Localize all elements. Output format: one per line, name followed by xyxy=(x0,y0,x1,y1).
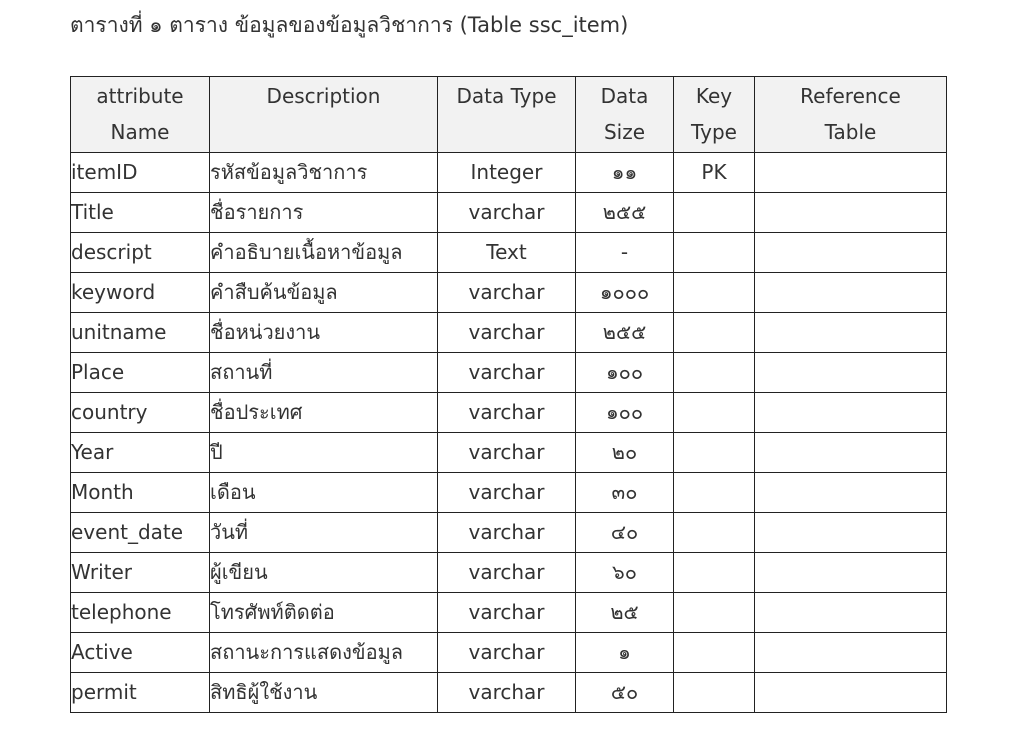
table-row xyxy=(71,633,947,673)
table-row xyxy=(71,193,947,233)
cell-reference xyxy=(755,433,947,473)
cell-data-size: ๒๕ xyxy=(576,593,674,633)
table-row xyxy=(71,153,947,193)
table-row xyxy=(71,513,947,553)
header-data-size-line1: Data xyxy=(600,84,649,108)
header-reference-line1: Reference xyxy=(800,84,901,108)
table-row xyxy=(71,393,947,433)
cell-description: ผู้เขียน xyxy=(210,553,438,593)
table-row xyxy=(71,313,947,353)
cell-data-size: ๒๕๕ xyxy=(576,193,674,233)
cell-data-size: ๑๑ xyxy=(576,153,674,193)
header-key-type-line2: Type xyxy=(691,120,737,144)
table-caption: ตารางที่ ๑ ตาราง ข้อมูลของข้อมูลวิชาการ (Table ssc_item) xyxy=(70,13,629,37)
cell-attribute: descript xyxy=(71,233,210,273)
cell-key-type xyxy=(674,313,755,353)
data-dictionary-table xyxy=(70,76,947,713)
cell-reference xyxy=(755,233,947,273)
table-row xyxy=(71,433,947,473)
cell-description: สิทธิผู้ใช้งาน xyxy=(210,673,438,713)
cell-key-type xyxy=(674,593,755,633)
table-row xyxy=(71,673,947,713)
cell-key-type xyxy=(674,473,755,513)
cell-reference xyxy=(755,673,947,713)
cell-data-type: varchar xyxy=(438,513,576,553)
header-description xyxy=(210,77,438,153)
cell-data-size: ๓๐ xyxy=(576,473,674,513)
cell-data-size: ๕๐ xyxy=(576,673,674,713)
cell-attribute: event_date xyxy=(71,513,210,553)
header-attribute-line2: Name xyxy=(110,120,170,144)
header-key-type xyxy=(674,77,755,153)
header-description-label: Description xyxy=(266,84,381,108)
header-reference-line2: Table xyxy=(824,120,877,144)
cell-key-type xyxy=(674,633,755,673)
cell-description: คำสืบค้นข้อมูล xyxy=(210,273,438,313)
cell-reference xyxy=(755,593,947,633)
cell-description: ชื่อรายการ xyxy=(210,193,438,233)
header-data-size-line2: Size xyxy=(603,120,646,144)
cell-reference xyxy=(755,513,947,553)
cell-data-size: ๑ xyxy=(576,633,674,673)
cell-attribute: unitname xyxy=(71,313,210,353)
cell-data-type: varchar xyxy=(438,673,576,713)
cell-attribute: telephone xyxy=(71,593,210,633)
cell-key-type xyxy=(674,433,755,473)
cell-attribute: Active xyxy=(71,633,210,673)
cell-data-size: ๖๐ xyxy=(576,553,674,593)
cell-attribute: permit xyxy=(71,673,210,713)
cell-reference xyxy=(755,193,947,233)
cell-description: สถานะการแสดงข้อมูล xyxy=(210,633,438,673)
header-data-type-label: Data Type xyxy=(456,84,557,108)
table-row xyxy=(71,553,947,593)
cell-description: เดือน xyxy=(210,473,438,513)
cell-data-size: ๒๐ xyxy=(576,433,674,473)
cell-data-type: Integer xyxy=(438,153,576,193)
cell-key-type: PK xyxy=(674,153,755,193)
header-attribute-name xyxy=(71,77,210,153)
cell-attribute: Month xyxy=(71,473,210,513)
cell-data-size: - xyxy=(576,233,674,273)
header-data-size xyxy=(576,77,674,153)
cell-reference xyxy=(755,553,947,593)
table-row xyxy=(71,593,947,633)
cell-attribute: keyword xyxy=(71,273,210,313)
cell-reference xyxy=(755,353,947,393)
cell-description: โทรศัพท์ติดต่อ xyxy=(210,593,438,633)
cell-key-type xyxy=(674,273,755,313)
cell-data-size: ๑๐๐๐ xyxy=(576,273,674,313)
cell-key-type xyxy=(674,353,755,393)
cell-data-size: ๑๐๐ xyxy=(576,353,674,393)
cell-data-size: ๑๐๐ xyxy=(576,393,674,433)
cell-data-type: varchar xyxy=(438,593,576,633)
cell-reference xyxy=(755,633,947,673)
cell-reference xyxy=(755,313,947,353)
table-row xyxy=(71,353,947,393)
cell-key-type xyxy=(674,393,755,433)
table-row xyxy=(71,233,947,273)
cell-attribute: Year xyxy=(71,433,210,473)
cell-description: รหัสข้อมูลวิชาการ xyxy=(210,153,438,193)
cell-attribute: Place xyxy=(71,353,210,393)
cell-reference xyxy=(755,393,947,433)
cell-attribute: itemID xyxy=(71,153,210,193)
cell-attribute: country xyxy=(71,393,210,433)
cell-description: คำอธิบายเนื้อหาข้อมูล xyxy=(210,233,438,273)
table-row xyxy=(71,473,947,513)
cell-data-type: varchar xyxy=(438,273,576,313)
cell-description: ปี xyxy=(210,433,438,473)
cell-key-type xyxy=(674,513,755,553)
cell-data-size: ๔๐ xyxy=(576,513,674,553)
cell-reference xyxy=(755,273,947,313)
cell-attribute: Writer xyxy=(71,553,210,593)
cell-data-type: varchar xyxy=(438,193,576,233)
header-reference-table xyxy=(755,77,947,153)
cell-description: ชื่อประเทศ xyxy=(210,393,438,433)
cell-reference xyxy=(755,153,947,193)
cell-key-type xyxy=(674,193,755,233)
cell-description: สถานที่ xyxy=(210,353,438,393)
cell-data-size: ๒๕๕ xyxy=(576,313,674,353)
cell-data-type: varchar xyxy=(438,433,576,473)
header-key-type-line1: Key xyxy=(695,84,733,108)
cell-data-type: varchar xyxy=(438,473,576,513)
header-data-type xyxy=(438,77,576,153)
cell-data-type: varchar xyxy=(438,553,576,593)
cell-reference xyxy=(755,473,947,513)
cell-attribute: Title xyxy=(71,193,210,233)
cell-key-type xyxy=(674,233,755,273)
cell-data-type: Text xyxy=(438,233,576,273)
table-header-row xyxy=(71,77,947,153)
header-attribute-line1: attribute xyxy=(96,84,184,108)
cell-description: ชื่อหน่วยงาน xyxy=(210,313,438,353)
cell-key-type xyxy=(674,553,755,593)
table-row xyxy=(71,273,947,313)
cell-key-type xyxy=(674,673,755,713)
cell-data-type: varchar xyxy=(438,633,576,673)
cell-data-type: varchar xyxy=(438,353,576,393)
cell-data-type: varchar xyxy=(438,393,576,433)
cell-data-type: varchar xyxy=(438,313,576,353)
cell-description: วันที่ xyxy=(210,513,438,553)
